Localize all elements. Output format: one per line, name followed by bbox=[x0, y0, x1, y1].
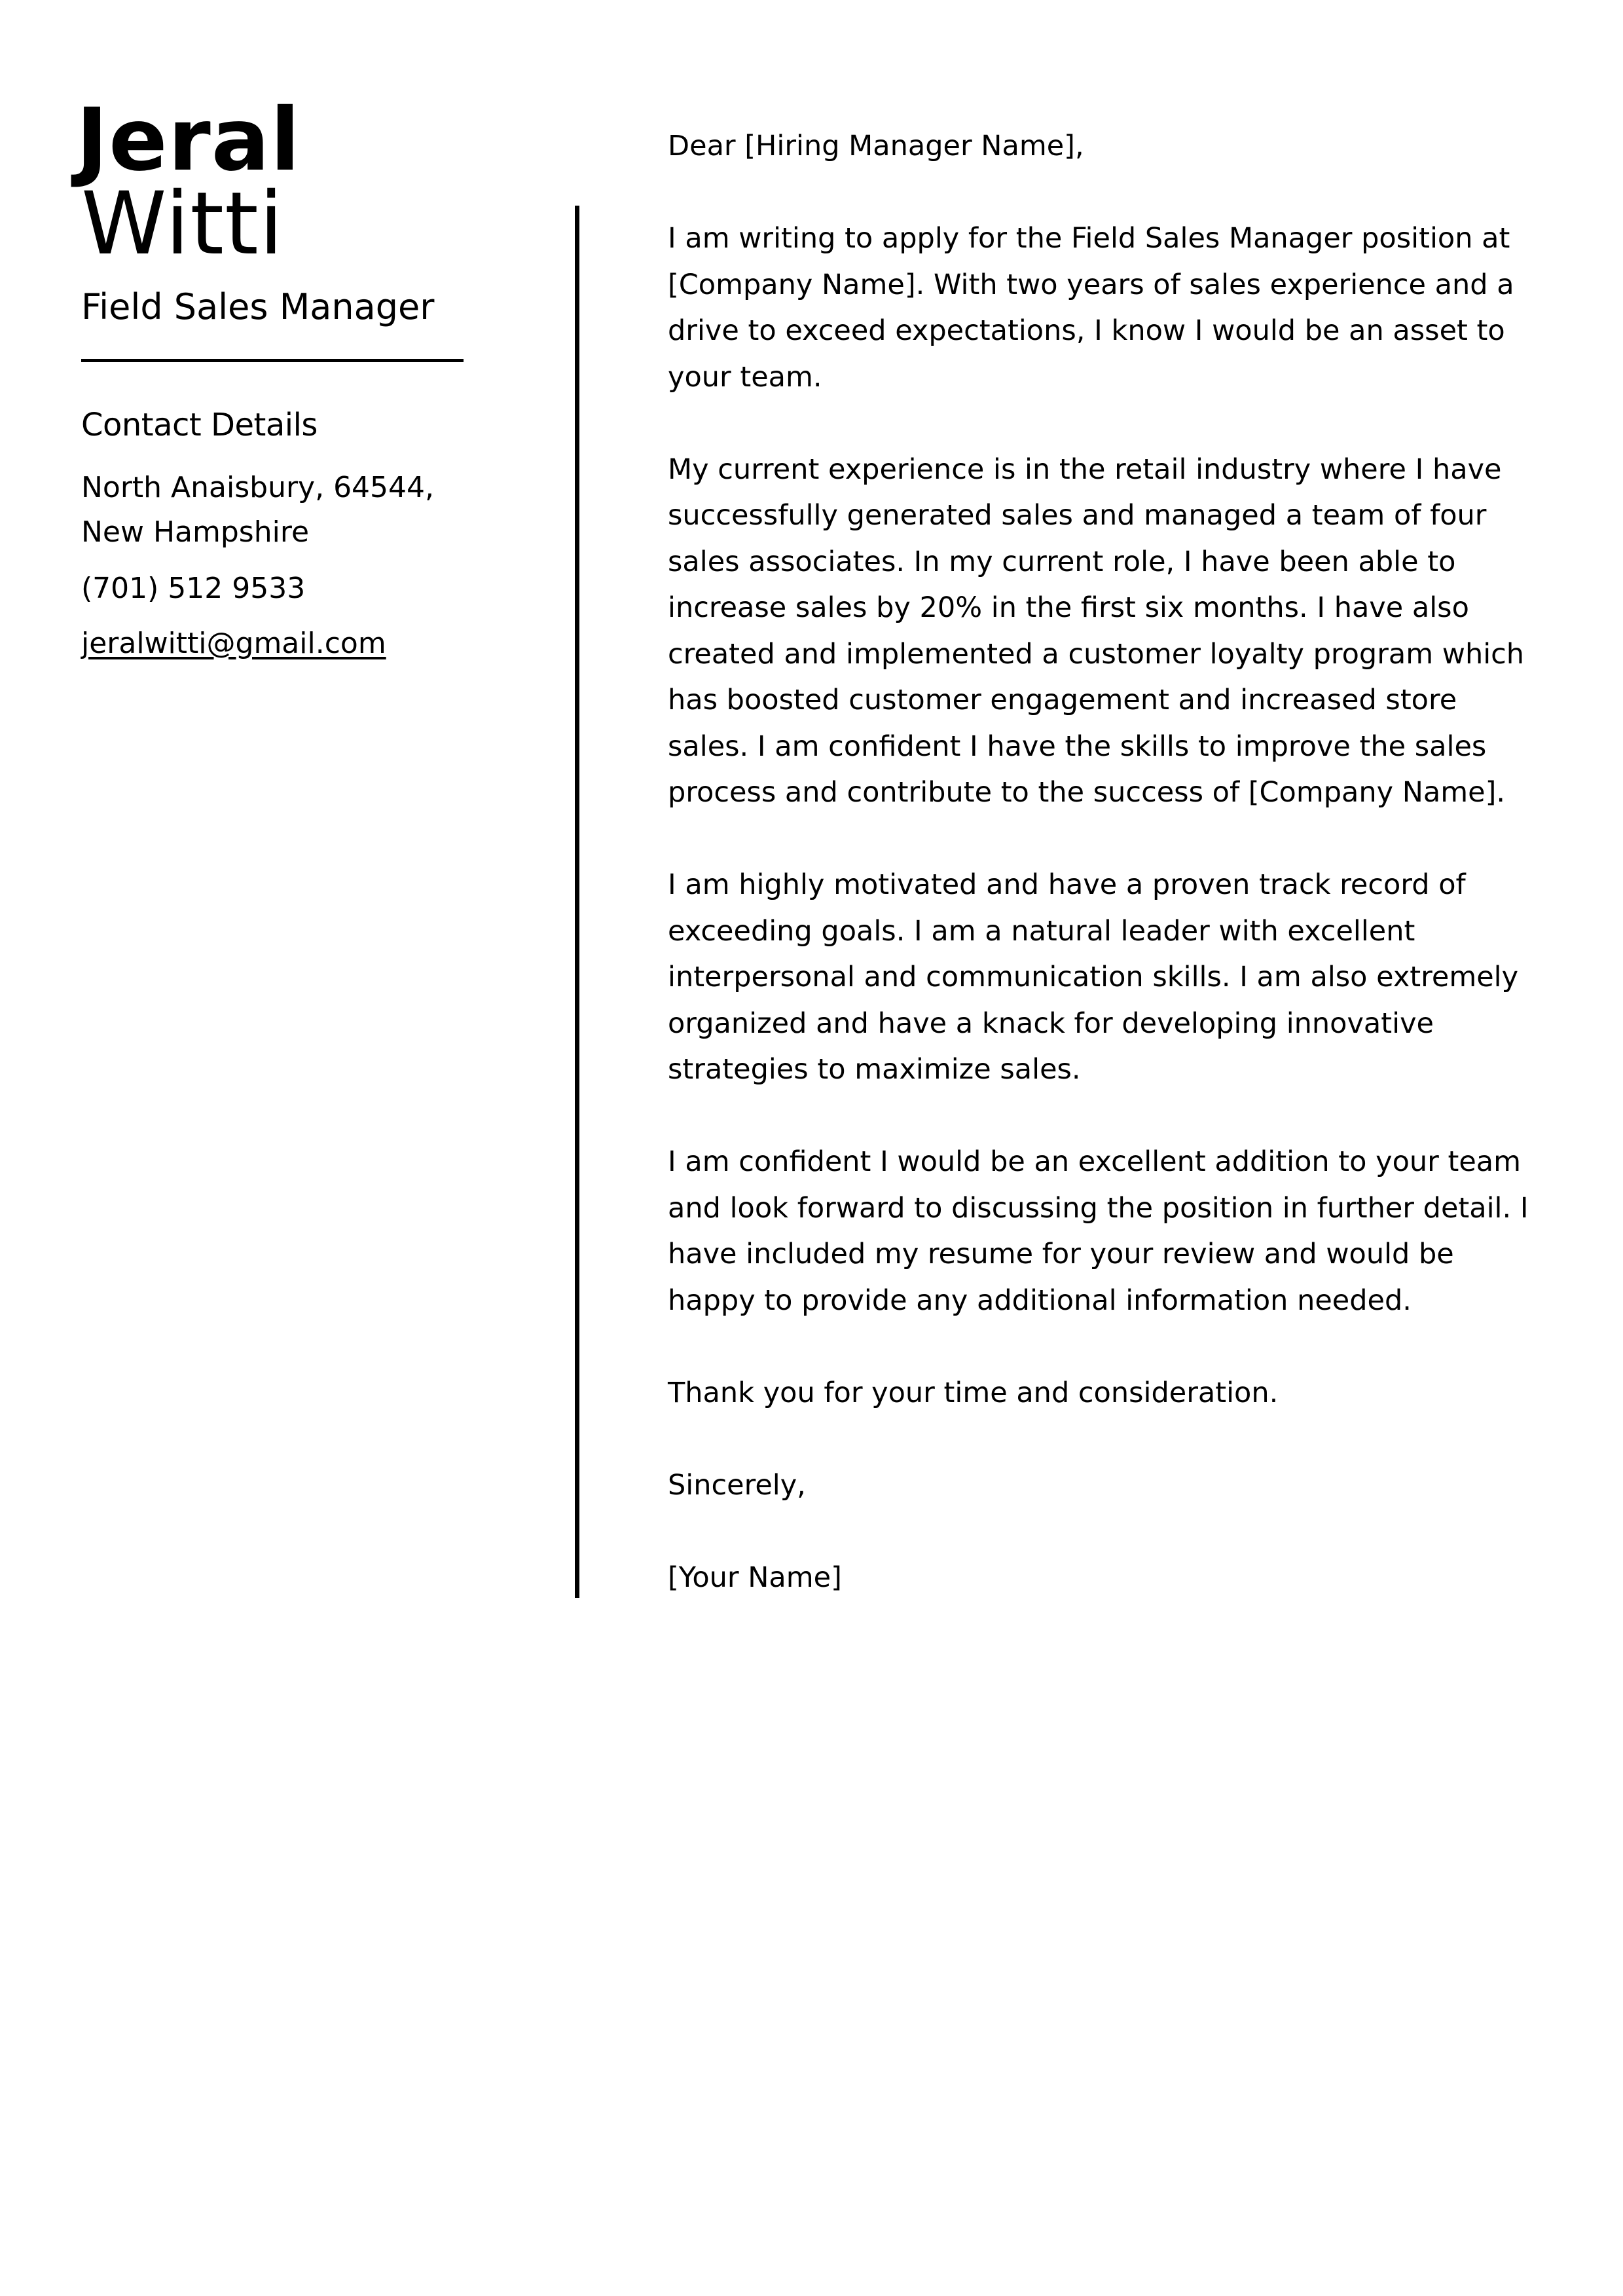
signature: [Your Name] bbox=[668, 1561, 842, 1594]
contact-email-link[interactable]: jeralwitti@gmail.com bbox=[81, 627, 386, 660]
letter-paragraph-4: I am confident I would be an excellent addition to your team and look forward to discussing the position in further detail. I have included my resume for your review and would be happy to provide any additional information needed. bbox=[668, 1145, 1529, 1317]
letter-paragraph-2: My current experience is in the retail industry where I have successfully generated sales and managed a team of four sales associates. In my current role, I have been able to increase sales by 20% in the first six months. I have also created and implemented a customer loyalty program which has boosted customer engagement and increased store sales. I am confident I have the skills to improve the sales process and contribute to the success of [Company Name]. bbox=[668, 453, 1525, 809]
contact-phone: (701) 512 9533 bbox=[81, 572, 306, 605]
first-name: Jeral bbox=[76, 90, 301, 191]
contact-address bbox=[81, 466, 474, 555]
letter-body bbox=[668, 123, 1545, 1601]
letter-paragraph-1: I am writing to apply for the Field Sales Manager position at [Company Name]. With two years of sales experience and a drive to exceed expectations, I know I would be an asset to your team. bbox=[668, 222, 1514, 394]
vertical-divider bbox=[575, 206, 579, 1598]
sidebar bbox=[76, 90, 474, 666]
thanks-line: Thank you for your time and consideration. bbox=[668, 1376, 1279, 1409]
salutation: Dear [Hiring Manager Name], bbox=[668, 130, 1084, 162]
address-line-1: North Anaisbury, 64544, bbox=[81, 471, 435, 504]
job-title: Field Sales Manager bbox=[81, 286, 435, 327]
last-name: Witti bbox=[81, 174, 284, 274]
sidebar-divider bbox=[81, 359, 464, 362]
address-line-2: New Hampshire bbox=[81, 515, 310, 549]
letter-paragraph-3: I am highly motivated and have a proven track record of exceeding goals. I am a natural leader with excellent interpersonal and communication skills. I am also extremely organized and have a knack for developing innovative strategies to maximize sales. bbox=[668, 868, 1519, 1086]
closing-line: Sincerely, bbox=[668, 1468, 806, 1502]
contact-details-heading: Contact Details bbox=[81, 407, 318, 443]
